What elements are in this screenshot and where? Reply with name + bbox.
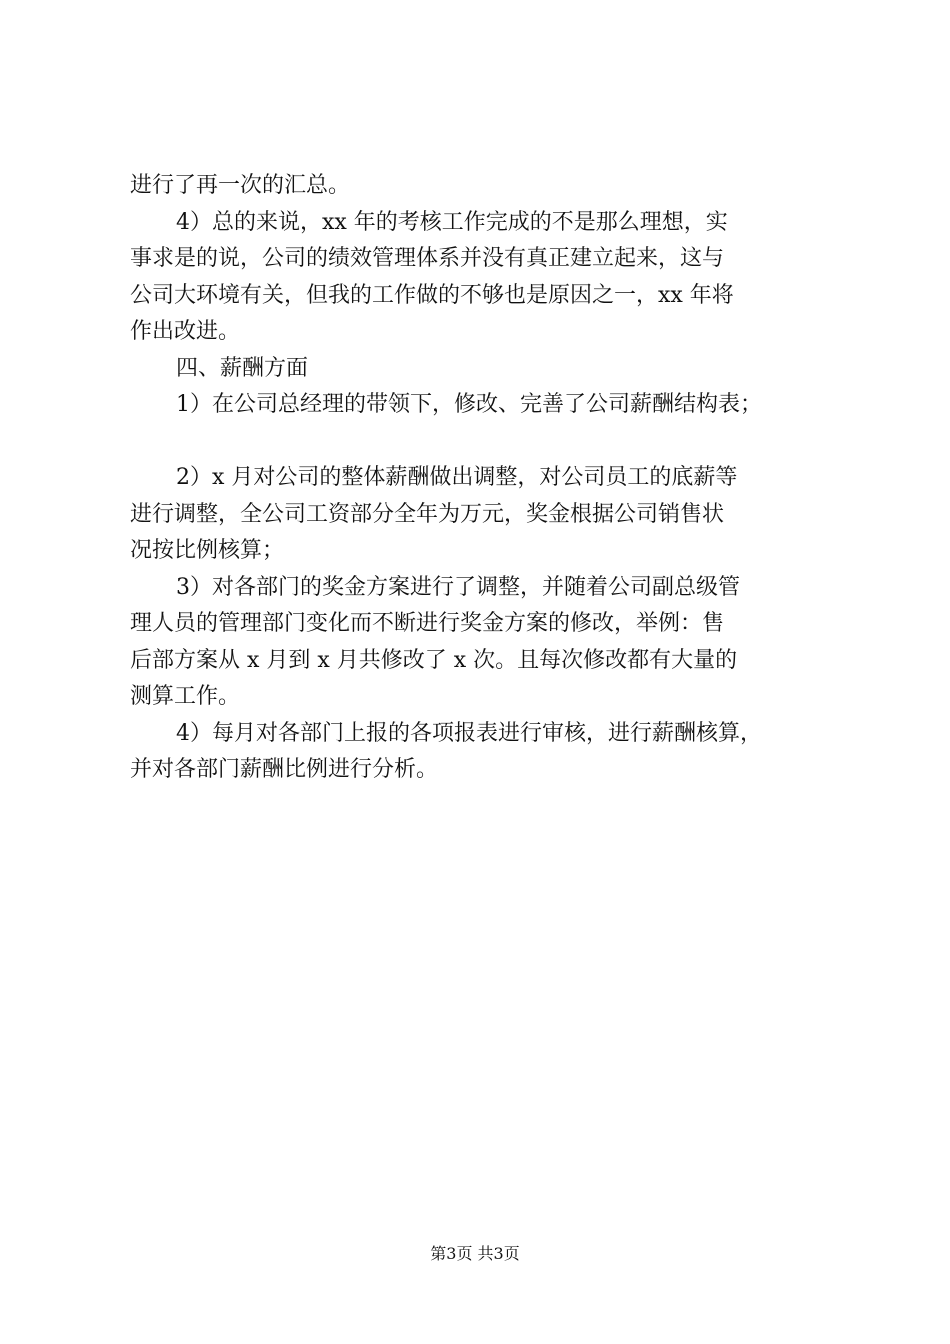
text-line: 理人员的管理部门变化而不断进行奖金方案的修改，举例：售 (130, 611, 725, 636)
text-line: 作出改进。 (130, 319, 241, 344)
text-line: 进行了再一次的汇总。 (130, 173, 351, 198)
text-line: 并对各部门薪酬比例进行分析。 (130, 757, 439, 782)
text-line: 公司大环境有关，但我的工作做的不够也是原因之一，xx 年将 (130, 282, 734, 308)
text-line: 3）对各部门的奖金方案进行了调整，并随着公司副总级管 (176, 574, 740, 600)
text-line: 况按比例核算； (130, 538, 285, 563)
text-line: 测算工作。 (130, 684, 241, 709)
document-body (130, 168, 830, 789)
text-line: 1）在公司总经理的带领下，修改、完善了公司薪酬结构表； (176, 392, 762, 417)
text-line: 4）每月对各部门上报的各项报表进行审核，进行薪酬核算， (176, 720, 762, 746)
section-heading: 四、薪酬方面 (176, 355, 309, 381)
text-line: 4）总的来说，xx 年的考核工作完成的不是那么理想，实 (176, 209, 728, 235)
text-line: 后部方案从 x 月到 x 月共修改了 x 次。且每次修改都有大量的 (130, 647, 738, 673)
page-number-footer: 第3页 共3页 (430, 1244, 520, 1263)
text-line: 进行调整，全公司工资部分全年为万元，奖金根据公司销售状 (130, 501, 725, 527)
blank-line (130, 424, 830, 461)
text-line: 2）x 月对公司的整体薪酬做出调整，对公司员工的底薪等 (176, 465, 738, 490)
text-line: 事求是的说，公司的绩效管理体系并没有真正建立起来，这与 (130, 246, 725, 271)
